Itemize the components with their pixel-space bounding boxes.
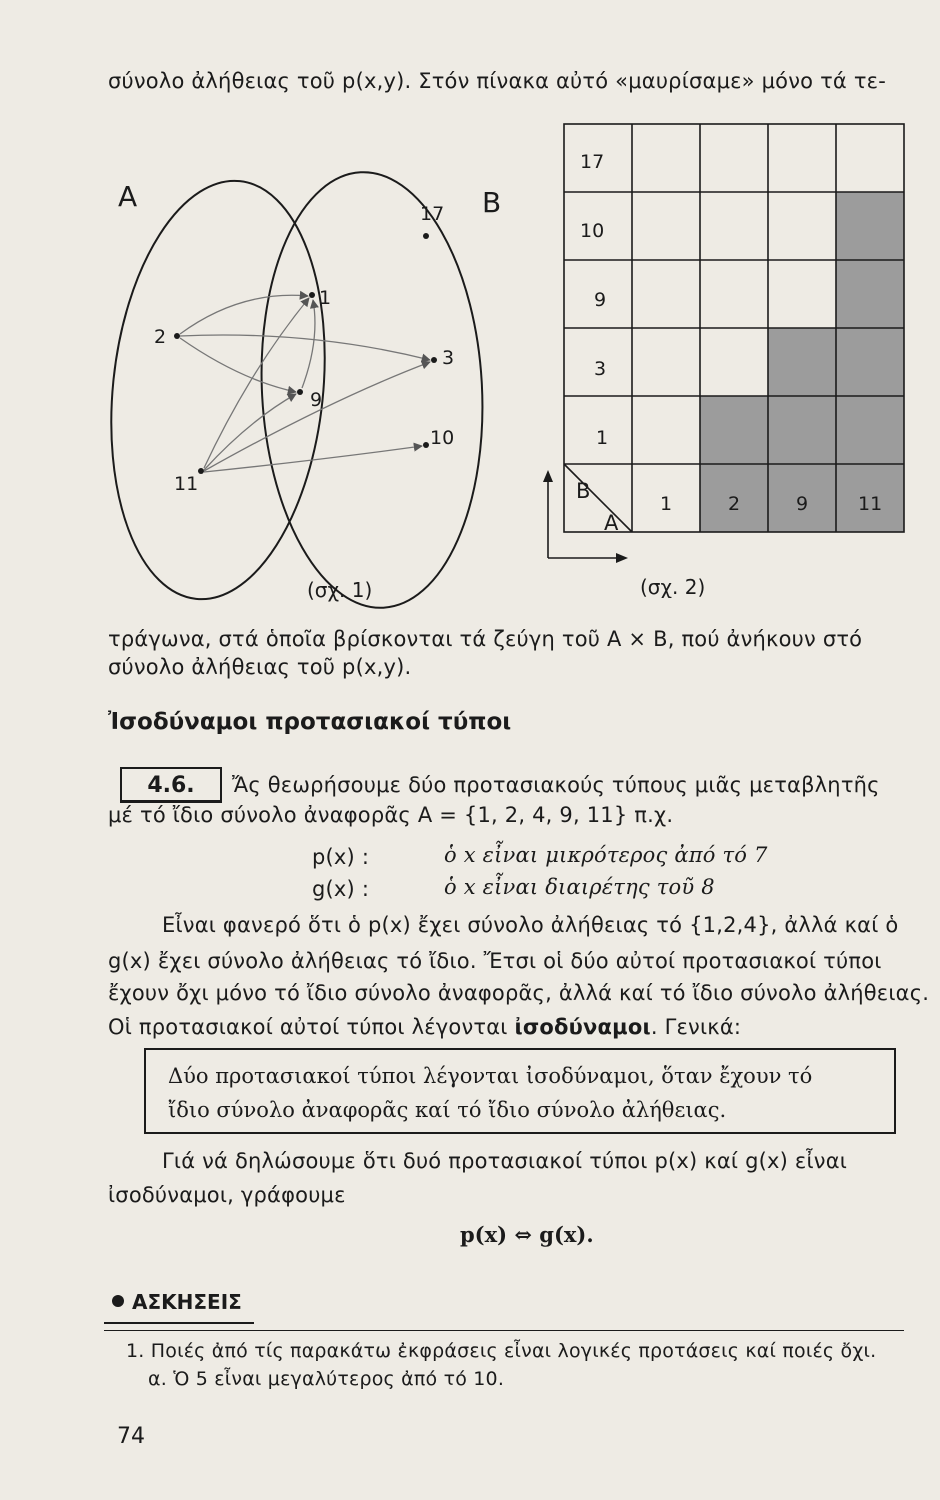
exercise-number-box [120, 767, 222, 803]
row-label-10: 10 [580, 220, 605, 242]
arrow-2-3 [180, 335, 430, 360]
shaded-cell [700, 396, 768, 464]
corner-label-a: A [604, 511, 619, 535]
equivalence-formula: p(x) ⇔ g(x). [460, 1222, 594, 1247]
arrow-11-3 [204, 362, 430, 471]
label-3: 3 [442, 347, 455, 369]
exercise-question-1a: α. Ὁ 5 εἶναι μεγαλύτερος ἀπό τό 10. [148, 1368, 505, 1390]
label-10: 10 [430, 427, 455, 449]
section-title: Ἰσοδύναμοι προτασιακοί τύποι [108, 709, 512, 735]
figure-1-diagram [100, 140, 560, 610]
paragraph-line-4c: . Γενικά: [650, 1015, 742, 1039]
shaded-cell [836, 192, 904, 260]
figure-2-caption: (σχ. 2) [640, 575, 706, 598]
px-definition-right: ὁ x εἶναι μικρότερος ἀπό τό 7 [444, 843, 768, 867]
row-label-3: 3 [594, 358, 607, 380]
col-label-2: 2 [728, 493, 741, 515]
label-17: 17 [420, 203, 445, 225]
label-2: 2 [154, 326, 167, 348]
px-definition-left: p(x) : [312, 845, 370, 869]
point-1 [309, 292, 315, 298]
arrow-2-1 [180, 295, 308, 334]
row-label-9: 9 [594, 289, 607, 311]
arrow-11-9 [204, 394, 296, 470]
page-number: 74 [117, 1424, 145, 1449]
exercises-heading: ΑΣΚΗΣΕΙΣ [132, 1290, 242, 1314]
set-b-label: B [482, 186, 502, 219]
col-label-11: 11 [858, 493, 883, 515]
definition-line-1: Δύο προτασιακοί τύποι λέγονται ἰσοδύναμοι, ὅταν ἔχουν τό [168, 1064, 813, 1088]
point-10 [423, 442, 429, 448]
heading-rule [104, 1322, 254, 1324]
paragraph-line-3: ἔχουν ὄχι μόνο τό ἴδιο σύνολο ἀναφορᾶς, ἀλλά καί τό ἴδιο σύνολο ἀλήθειας. [108, 981, 930, 1005]
paragraph-line-4a: Οἱ προτασιακοί αὐτοί τύποι λέγονται [108, 1015, 515, 1039]
set-b-ellipse [251, 167, 494, 610]
col-label-9: 9 [796, 493, 809, 515]
label-9: 9 [310, 389, 323, 411]
paragraph-line-4 [108, 1014, 741, 1040]
point-2 [174, 333, 180, 339]
exercise-question-1: 1. Ποιές ἀπό τίς παρακάτω ἐκφράσεις εἶναι λογικές προτάσεις καί ποιές ὄχι. [126, 1340, 877, 1362]
heading-rule-long [104, 1330, 904, 1331]
definition-line-2: ἴδιο σύνολο ἀναφορᾶς καί τό ἴδιο σύνολο ἀλήθειας. [168, 1098, 727, 1122]
point-17 [423, 233, 429, 239]
shaded-cell [768, 396, 836, 464]
figure-1-caption: (σχ. 1) [307, 578, 373, 602]
exercise-line-1: Ἄς θεωρήσουμε δύο προτασιακούς τύπους μιᾶς μεταβλητῆς [232, 773, 880, 797]
paragraph-line-1: Εἶναι φανερό ὅτι ὁ p(x) ἔχει σύνολο ἀλήθειας τό {1,2,4}, ἀλλά καί ὁ [162, 913, 899, 937]
point-3 [431, 357, 437, 363]
row-label-1: 1 [596, 427, 609, 449]
gx-definition-right: ὁ x εἶναι διαιρέτης τοῦ 8 [444, 875, 715, 899]
notation-line-1: Γιά νά δηλώσουμε ὅτι δυό προτασιακοί τύποι p(x) καί g(x) εἶναι [162, 1149, 848, 1173]
label-1: 1 [319, 287, 332, 309]
figure-2-grid [540, 118, 910, 598]
paragraph-line-2: g(x) ἔχει σύνολο ἀλήθειας τό ἴδιο. Ἔτσι οἱ δύο αὐτοί προτασιακοί τύποι [108, 949, 882, 973]
gx-definition-left: g(x) : [312, 877, 370, 901]
y-axis-arrowhead [543, 470, 553, 482]
exercise-line-2: μέ τό ἴδιο σύνολο ἀναφορᾶς A = {1, 2, 4, 9, 11} π.χ. [108, 803, 674, 827]
col-label-1: 1 [660, 493, 673, 515]
row-label-17: 17 [580, 151, 605, 173]
shaded-cell [836, 260, 904, 328]
bullet-icon [112, 1295, 124, 1307]
exercise-number: 4.6. [147, 773, 195, 798]
set-a-label: A [118, 180, 138, 213]
shaded-cell [836, 328, 904, 396]
arrow-2-9 [180, 338, 296, 392]
label-11: 11 [174, 473, 199, 495]
corner-label-b: B [576, 479, 591, 503]
arrow-9-1 [302, 300, 315, 388]
set-a-ellipse [100, 170, 344, 610]
text-line-after-fig-2: σύνολο ἀλήθειας τοῦ p(x,y). [108, 655, 412, 679]
text-line-after-fig-1: τράγωνα, στά ὁποῖα βρίσκονται τά ζεύγη τοῦ A × B, πού ἀνήκουν στό [108, 627, 863, 651]
text-line-top: σύνολο ἀλήθειας τοῦ p(x,y). Στόν πίνακα αὐτό «μαυρίσαμε» μόνο τά τε- [108, 69, 886, 93]
notation-line-2: ἰσοδύναμοι, γράφουμε [108, 1183, 346, 1207]
shaded-cell [836, 396, 904, 464]
point-11 [198, 468, 204, 474]
x-axis-arrowhead [616, 553, 628, 563]
definition-box [144, 1048, 896, 1134]
point-9 [297, 389, 303, 395]
term-isodynamoi: ἰσοδύναμοι [514, 1015, 651, 1039]
shaded-cell [768, 328, 836, 396]
